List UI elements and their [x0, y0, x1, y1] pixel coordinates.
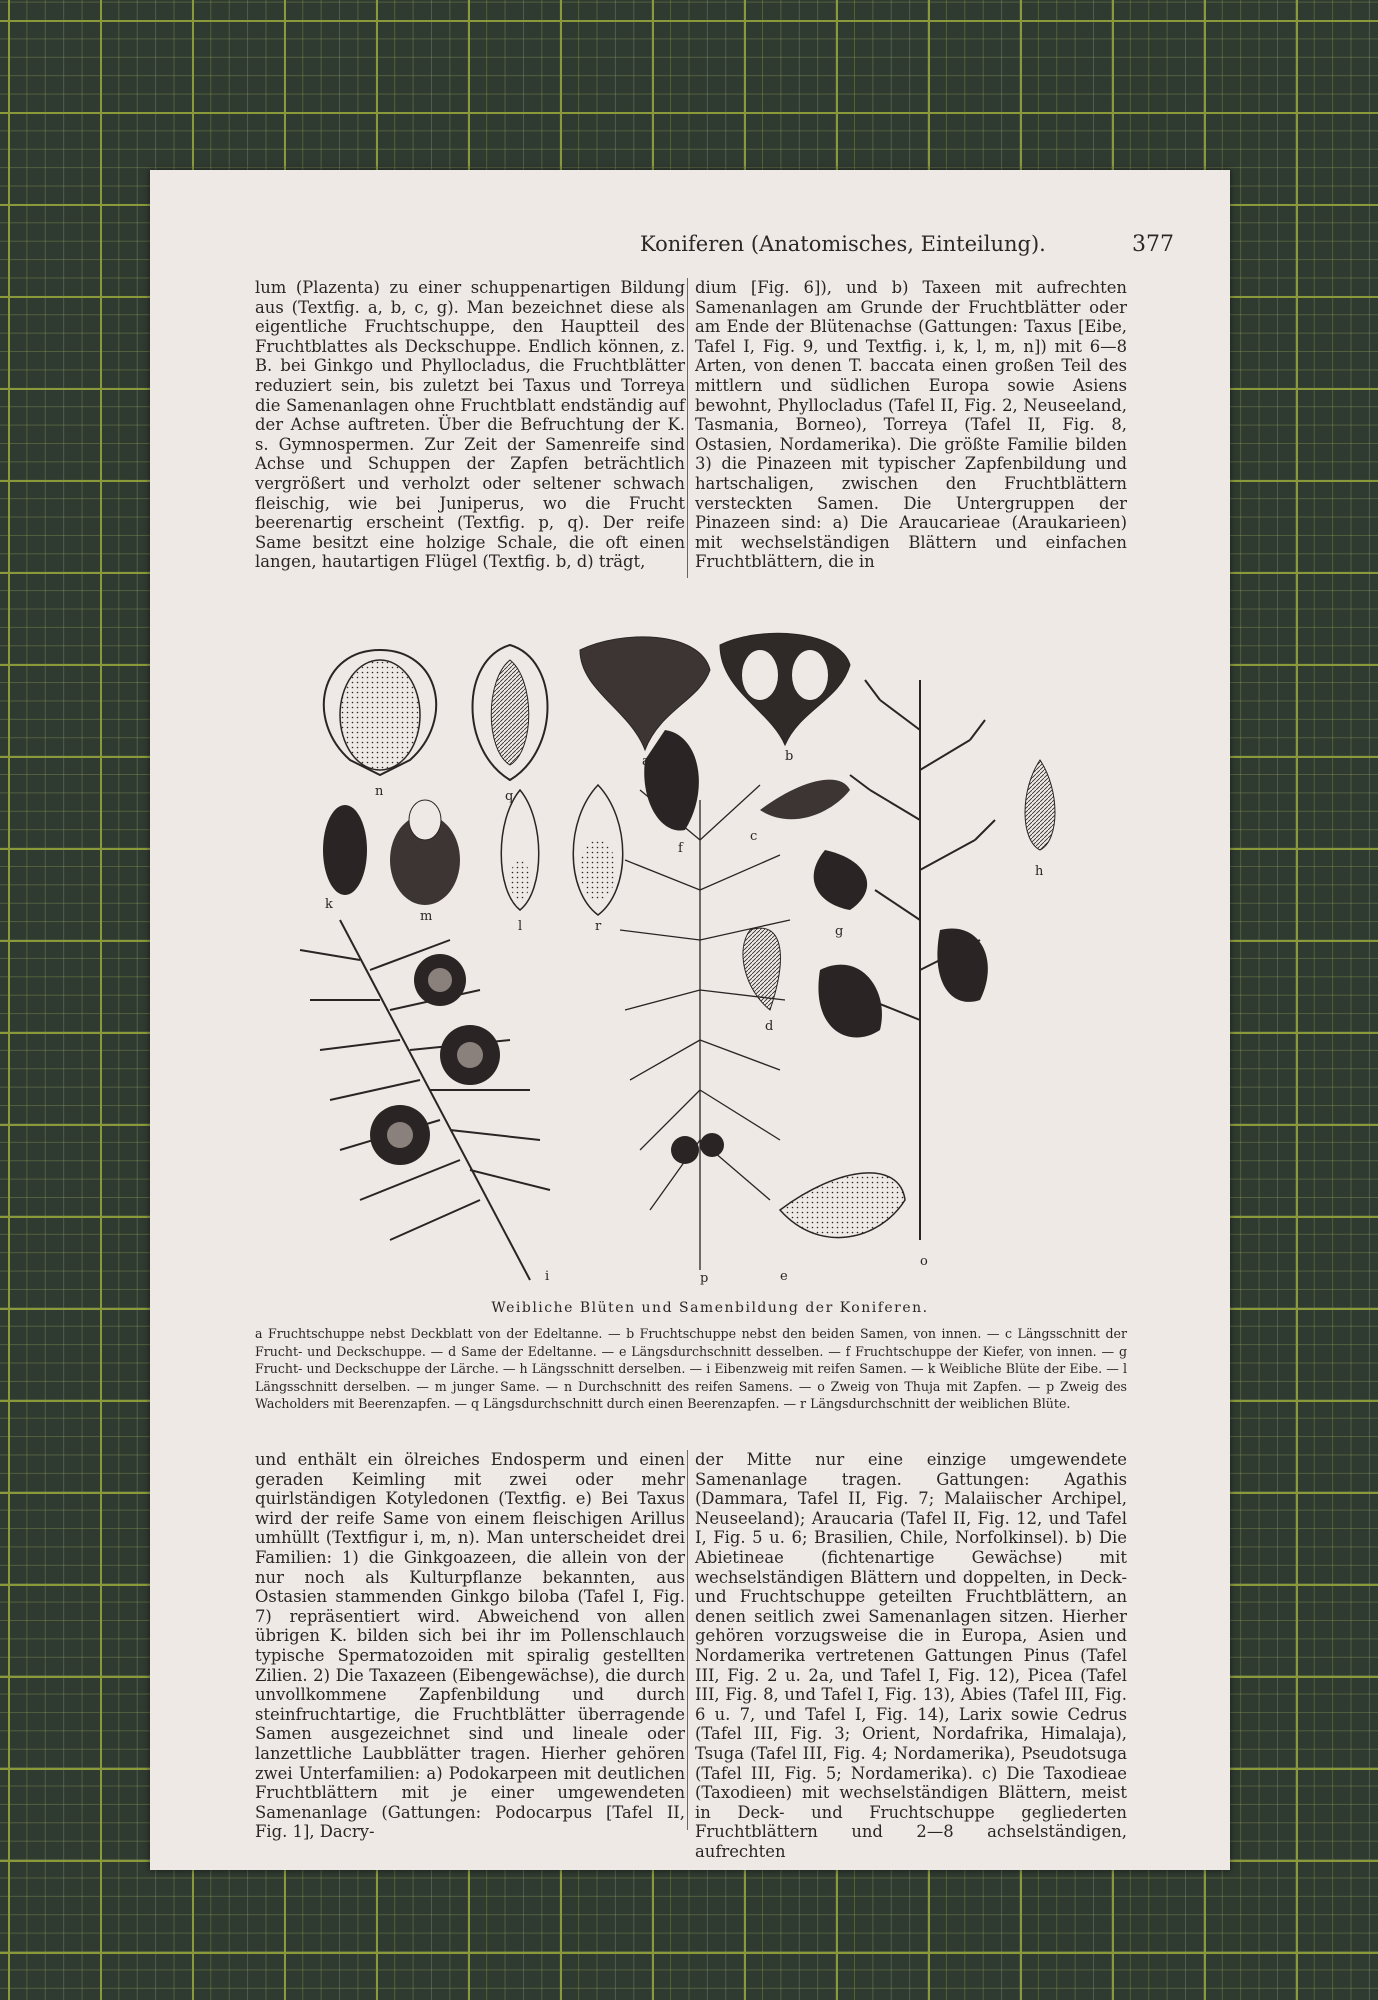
text-column-top-left	[255, 278, 685, 572]
fig-h-larch-section	[1025, 760, 1055, 850]
column-divider	[687, 278, 688, 578]
yew-seed-opening	[428, 968, 452, 992]
fig-label-b: b	[785, 749, 794, 764]
thuja-cones	[818, 928, 987, 1037]
fig-label-c: c	[750, 829, 758, 844]
fig-label-e: e	[780, 1269, 788, 1284]
fig-label-g: g	[835, 924, 844, 939]
figure-caption: a Fruchtschuppe nebst Deckblatt von der Edeltanne. — b Fruchtschuppe nebst den beiden Samen, von innen. — c Längsschnitt der Frucht- und Deckschuppe. — d Same der Edeltanne. — e Längsdurchschnitt desselben. — f Fruchtschuppe der Kiefer, von innen. — g Frucht- und Deckschuppe der Lärche. — h Längsschnitt derselben. — i Eibenzweig mit reifen Samen. — k Weibliche Blüte der Eibe. — l Längsschnitt derselben. — m junger Same. — n Durchschnitt des reifen Samens. — o Zweig von Thuja mit Zapfen. — p Zweig des Wacholders mit Beerenzapfen. — q Längsdurchschnitt durch einen Beerenzapfen. — r Längsdurchschnitt der weiblichen Blüte.	[255, 1326, 1127, 1412]
fig-l-flower-section	[501, 790, 539, 910]
fig-label-i: i	[545, 1269, 550, 1284]
fig-label-q: q	[505, 789, 514, 804]
page-sheet	[150, 170, 1230, 1870]
page-number: 377	[1132, 232, 1174, 257]
fig-label-o: o	[920, 1254, 928, 1269]
fig-label-l: l	[518, 919, 523, 934]
fig-label-m: m	[420, 909, 433, 924]
paragraph: und enthält ein ölreiches Endosperm und einen geraden Keimling mit zwei oder mehr quirlständigen Kotyledonen (Textfig. e) Bei Taxus wird der reife Same von einem fleischigen Arillus umhüllt (Textfigur i, m, n). Man unterscheidet drei Familien: 1) die Ginkgoazeen, die allein von der nur noch als Kulturpflanze bekannten, aus Ostasien stammenden Ginkgo biloba (Tafel I, Fig. 7) repräsentiert wird. Abweichend von allen übrigen K. bilden sich bei ihr im Pollenschlauch typische Spermatozoiden mit spiralig gestellten Zilien. 2) Die Taxazeen (Eibengewächse), die durch unvollkommene Zapfenbildung und durch steinfruchtartige, die Fruchtblätter überragende Samen ausgezeichnet sind und lineale oder lanzettliche Laubblätter tragen. Hierher gehören zwei Unterfamilien: a) Podokarpeen mit deutlichen Fruchtblättern mit je einer umgewendeten Samenanlage (Gattungen: Podocarpus [Tafel II, Fig. 1], Dacry-	[255, 1450, 685, 1842]
fig-k-yew-flower	[323, 805, 367, 895]
running-head	[250, 232, 1230, 262]
yew-seed-opening	[387, 1122, 413, 1148]
fig-a-fruit-scale	[580, 637, 710, 750]
yew-seed-opening	[457, 1042, 483, 1068]
fig-label-k: k	[325, 897, 333, 912]
text-column-bottom-right	[695, 1450, 1127, 1861]
conifer-illustration	[280, 590, 1110, 1290]
running-title: Koniferen (Anatomisches, Einteilung).	[640, 232, 1046, 256]
fig-r-flower-section	[573, 785, 623, 915]
paragraph: lum (Plazenta) zu einer schuppenartigen Bildung aus (Textfig. a, b, c, g). Man bezeichnet diese als eigentliche Fruchtschuppe, den Hauptteil des Fruchtblattes als Deckschuppe. Endlich können, z. B. bei Ginkgo und Phyllocladus, die Fruchtblätter reduziert sein, bis zuletzt bei Taxus und Torreya die Samenanlagen ohne Fruchtblatt endständig auf der Achse auftreten. Über die Befruchtung der K. s. Gymnospermen. Zur Zeit der Samenreife sind Achse und Schuppen der Zapfen beträchtlich vergrößert und verholzt oder seltener schwach fleischig, wie bei Juniperus, wo die Frucht beerenartig erscheint (Textfig. p, q). Der reife Same besitzt eine holzige Schale, die oft einen langen, hautartigen Flügel (Textfig. b, d) trägt,	[255, 278, 685, 572]
juniper-berry	[700, 1133, 724, 1157]
figure-title: Weibliche Blüten und Samenbildung der Koniferen.	[491, 1300, 929, 1316]
fig-label-d: d	[765, 1019, 774, 1034]
paragraph: dium [Fig. 6]), und b) Taxeen mit aufrechten Samenanlagen am Grunde der Fruchtblätter oder am Ende der Blütenachse (Gattungen: Taxus [Eibe, Tafel I, Fig. 9, und Textfig. i, k, l, m, n]) mit 6—8 Arten, von denen T. baccata einen großen Teil des mittlern und südlichen Europa sowie Asiens bewohnt, Phyllocladus (Tafel II, Fig. 2, Neuseeland, Tasmania, Borneo), Torreya (Tafel II, Fig. 8, Ostasien, Nordamerika). Die größte Familie bilden 3) die Pinazeen mit typischer Zapfenbildung und hartschaligen, zwischen den Fruchtblättern versteckten Samen. Die Untergruppen der Pinazeen sind: a) Die Araucarieae (Araukarieen) mit wechselständigen Blättern und einfachen Fruchtblättern, die in	[695, 278, 1127, 572]
text-column-bottom-left	[255, 1450, 685, 1842]
fig-label-h: h	[1035, 864, 1044, 879]
paragraph: der Mitte nur eine einzige umgewendete Samenanlage tragen. Gattungen: Agathis (Dammara, Tafel II, Fig. 7; Malaiischer Archipel, Neuseeland); Araucaria (Tafel II, Fig. 12, und Tafel I, Fig. 5 u. 6; Brasilien, Chile, Norfolkinsel). b) Die Abietineae (fichtenartige Gewächse) mit wechselständigen Blättern und doppelten, in Deck- und Fruchtschuppe geteilten Fruchtblättern, an denen seitlich zwei Samenanlagen sitzen. Hierher gehören vorzugsweise die in Europa, Asien und Nordamerika vertretenen Gattungen Pinus (Tafel III, Fig. 2 u. 2a, und Tafel I, Fig. 12), Picea (Tafel III, Fig. 8, und Tafel I, Fig. 13), Abies (Tafel III, Fig. 6 u. 7, und Tafel I, Fig. 14), Larix sowie Cedrus (Tafel III, Fig. 3; Orient, Nordafrika, Himalaja), Tsuga (Tafel III, Fig. 4; Nordamerika), Pseudotsuga (Tafel III, Fig. 5; Nordamerika). c) Die Taxodieae (Taxodieen) mit wechselständigen Blättern, meist in Deck- und Fruchtschuppe gegliederten Fruchtblättern und 2—8 achselständigen, aufrechten	[695, 1450, 1127, 1861]
column-divider	[687, 1450, 688, 1830]
juniper-berry	[671, 1136, 699, 1164]
fig-label-n: n	[375, 784, 384, 799]
botanical-figure	[280, 590, 1110, 1290]
fig-d-fir-seed	[743, 928, 780, 1010]
fig-label-f: f	[678, 841, 683, 856]
fig-label-a: a	[642, 754, 650, 769]
fig-e-seed-section	[780, 1173, 905, 1238]
fig-f-pine-scale	[644, 730, 699, 830]
fig-m-young-seed	[390, 800, 460, 905]
fig-c-scale-section	[760, 780, 850, 820]
text-column-top-right	[695, 278, 1127, 572]
fig-n-seed-section	[324, 650, 436, 775]
fig-q-berry-cone-section	[473, 645, 548, 780]
fig-b-scale-with-seeds	[720, 633, 850, 745]
fig-label-r: r	[595, 919, 602, 934]
fig-label-p: p	[700, 1271, 709, 1286]
